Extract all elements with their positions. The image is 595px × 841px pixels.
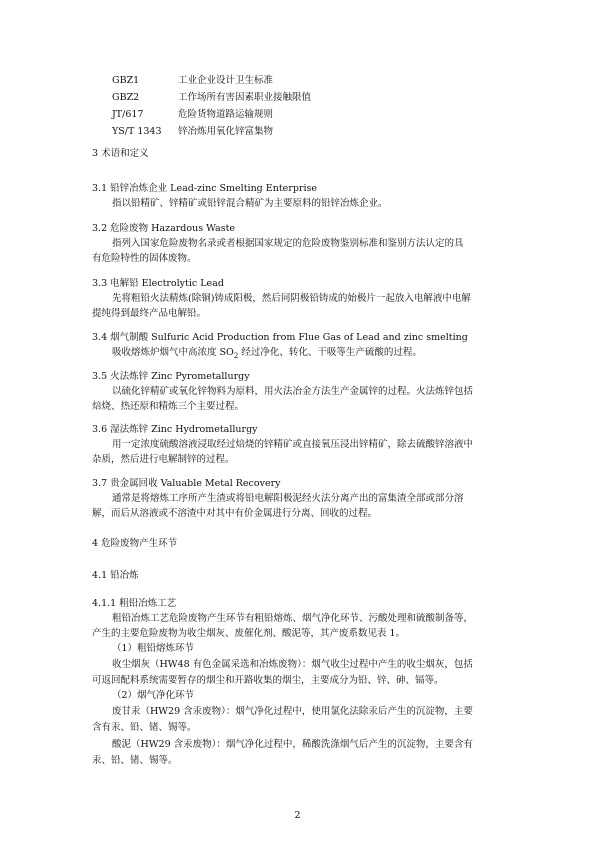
paragraph-line: 粗铅冶炼工艺危险废物产生环节有粗铅熔炼、烟气净化环节、污酸处理和硫酸制备等，: [112, 613, 474, 624]
subsection-heading: 4.1.1 粗铅冶炼工艺: [92, 598, 177, 609]
reference-title: 锌冶炼用氧化锌富集物: [178, 126, 274, 137]
term-definition: 指列入国家危险废物名录或者根据国家规定的危险废物鉴别标准和鉴别方法认定的具: [112, 238, 464, 249]
term-title: 3.3 电解铅 Electrolytic Lead: [92, 278, 224, 289]
term-definition: 解，而后从溶液或不溶渣中对其中有价金属进行分离、回收的过程。: [92, 508, 378, 519]
term-definition: 指以铅精矿、锌精矿或铅锌混合精矿为主要原料的铅锌冶炼企业。: [112, 198, 388, 209]
term-definition: 先将粗铅火法精炼(除铜)铸成阳极，然后同阴极铅铸成的始极片一起放入电解液中电解: [112, 293, 471, 304]
page-number: 2: [294, 810, 301, 821]
reference-title: 危险货物道路运输规则: [178, 109, 274, 120]
paragraph-line: 汞、铅、锗、锡等。: [92, 755, 178, 766]
reference-row: [112, 106, 311, 123]
paragraph-line: 产生的主要危险废物为收尘烟灰、废催化剂、酸泥等，其产废系数见表 1。: [92, 628, 406, 639]
term-definition: 焙烧、热还原和精炼三个主要过程。: [92, 401, 245, 412]
term-title: 3.4 烟气制酸 Sulfuric Acid Production from Flue Gas of Lead and zinc smelting: [92, 332, 468, 343]
term-title: 3.7 贵金属回收 Valuable Metal Recovery: [92, 478, 281, 489]
term-definition: 提纯得到最终产品电解铅。: [92, 308, 207, 319]
term-definition: 有危险特性的固体废物。: [92, 253, 197, 264]
paragraph-line: 含有汞、铅、锗、锡等。: [92, 722, 197, 733]
term-definition: 用一定浓度硫酸溶液浸取经过焙烧的锌精矿或直接氧压浸出锌精矿，除去硫酸锌溶液中: [112, 439, 474, 450]
term-text: 吸收熔炼炉烟气中高浓度 SO: [112, 347, 234, 358]
reference-title: 工作场所有害因素职业接触限值: [178, 92, 312, 103]
term-definition: 以硫化锌精矿或氧化锌物料为原料，用火法冶金方法生产金属锌的过程。火法炼锌包括: [112, 386, 474, 397]
section-heading: 4 危险废物产生环节: [92, 538, 178, 549]
section-heading: 3 术语和定义: [92, 148, 149, 159]
reference-code: GBZ2: [112, 92, 140, 103]
term-definition: 通常是将熔炼工序所产生渣或将铅电解阳极泥经火法分离产出的富集渣全部或部分溶: [112, 493, 464, 504]
term-title: 3.5 火法炼锌 Zinc Pyrometallurgy: [92, 371, 250, 382]
paragraph-line: 收尘烟灰（HW48 有色金属采选和冶炼废物）：烟气收尘过程中产生的收尘烟灰，包括: [112, 659, 473, 670]
paragraph-line: 废甘汞（HW29 含汞废物）：烟气净化过程中，使用氯化法除汞后产生的沉淀物，主要: [112, 706, 473, 717]
term-definition: [112, 344, 422, 360]
reference-title: 工业企业设计卫生标准: [178, 75, 274, 86]
subscript: 2: [233, 351, 239, 360]
list-heading: （2）烟气净化环节: [112, 690, 195, 701]
reference-row: [112, 123, 311, 140]
reference-row: [112, 89, 311, 106]
list-heading: （1）粗铅熔炼环节: [112, 643, 195, 654]
term-title: 3.2 危险废物 Hazardous Waste: [92, 223, 236, 234]
subsection-heading: 4.1 铅冶炼: [92, 570, 139, 581]
reference-row: [112, 72, 311, 89]
term-title: 3.6 湿法炼锌 Zinc Hydrometallurgy: [92, 424, 258, 435]
term-title: 3.1 铅锌冶炼企业 Lead-zinc Smelting Enterprise: [92, 183, 317, 194]
paragraph-line: 可返回配料系统需要暂存的烟尘和开路收集的烟尘，主要成分为铅、锌、砷、镉等。: [92, 675, 444, 686]
reference-code: GBZ1: [112, 75, 140, 86]
paragraph-line: 酸泥（HW29 含汞废物）：烟气净化过程中，稀酸洗涤烟气后产生的沉淀物，主要含有: [112, 739, 473, 750]
reference-code: YS/T 1343: [112, 126, 162, 137]
reference-code: JT/617: [112, 109, 144, 120]
normative-references: [112, 72, 311, 140]
term-text: 经过净化、转化、干吸等生产硫酸的过程。: [238, 347, 422, 358]
term-definition: 杂质，然后进行电解制锌的过程。: [92, 454, 235, 465]
